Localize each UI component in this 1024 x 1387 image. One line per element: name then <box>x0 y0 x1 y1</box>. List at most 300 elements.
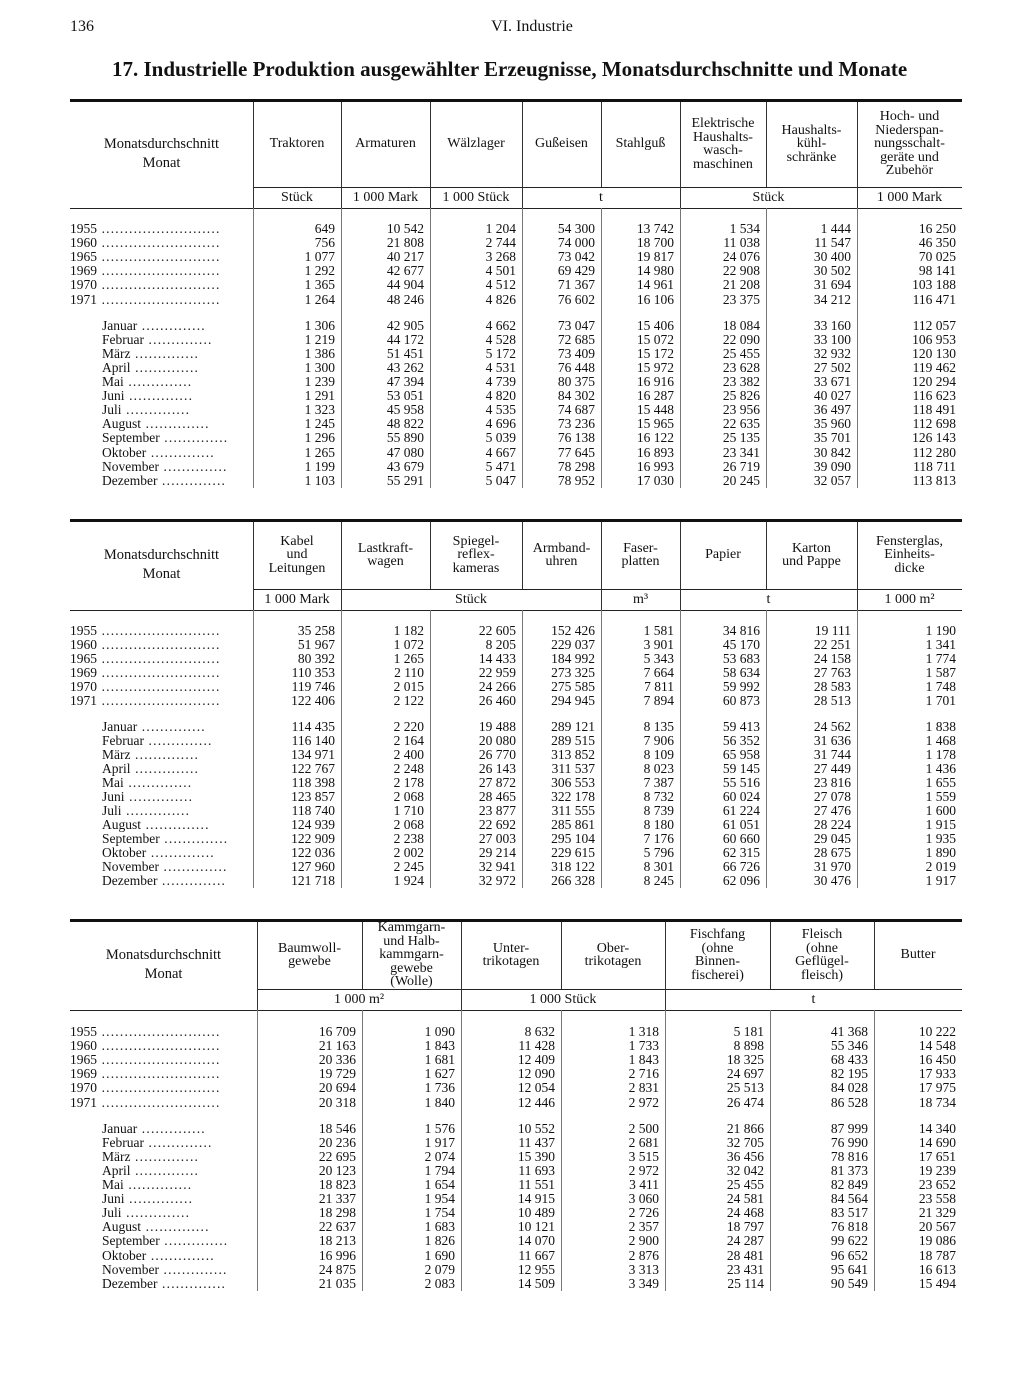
value-cell: 20 236 <box>318 1134 356 1150</box>
value-cell: 90 549 <box>830 1275 868 1291</box>
leader-dots: .......................... <box>97 624 221 638</box>
value-cell: 15 072 <box>636 331 674 347</box>
leader-dots: .......................... <box>97 1053 221 1068</box>
value-cell: 76 602 <box>557 291 595 307</box>
value-cell: 95 641 <box>830 1261 868 1277</box>
column-header-text <box>585 942 642 969</box>
table-row <box>70 1039 962 1053</box>
value-cell: 1 917 <box>424 1134 455 1150</box>
value-cell: 1 468 <box>925 733 956 748</box>
column-header-line: und <box>286 547 308 563</box>
column-header-line: und Pappe <box>782 554 841 569</box>
leader-dots: .............. <box>137 318 206 333</box>
value-cell: 2 876 <box>628 1247 659 1263</box>
column-header-line: Fleisch <box>801 927 843 942</box>
table-row <box>70 361 962 375</box>
value-cell: 306 553 <box>551 775 595 790</box>
value-cell: 18 546 <box>318 1120 356 1136</box>
body-divider <box>522 610 523 888</box>
row-label <box>102 347 245 361</box>
value-cell: 25 455 <box>722 345 760 361</box>
value-cell: 2 068 <box>393 817 424 832</box>
value-cell: 122 406 <box>291 693 335 708</box>
value-cell: 84 564 <box>830 1191 868 1207</box>
value-cell: 1 838 <box>925 719 956 734</box>
column-header-line: Niederspan- <box>875 122 944 138</box>
body-divider <box>766 610 767 888</box>
row-label-text: Juli <box>102 403 122 418</box>
row-label-text: 1971 <box>70 1095 97 1110</box>
value-cell: 1 199 <box>304 458 335 474</box>
column-divider <box>461 922 462 989</box>
value-cell: 45 958 <box>386 402 424 418</box>
row-label <box>102 860 245 874</box>
value-cell: 30 400 <box>813 249 851 265</box>
row-label <box>102 1178 249 1192</box>
row-label <box>70 1039 249 1053</box>
value-cell: 8 898 <box>733 1038 764 1054</box>
value-cell: 106 953 <box>912 331 956 347</box>
body-divider <box>766 208 767 488</box>
value-cell: 78 952 <box>557 472 595 488</box>
row-label <box>102 1263 249 1277</box>
value-cell: 23 341 <box>722 444 760 460</box>
leader-dots: .............. <box>158 860 228 874</box>
column-header <box>364 920 459 990</box>
row-label-text: 1969 <box>70 264 97 279</box>
value-cell: 15 972 <box>636 359 674 375</box>
body-divider <box>461 1010 462 1291</box>
column-divider <box>257 922 258 989</box>
value-cell: 32 941 <box>478 859 516 874</box>
leader-dots: .............. <box>159 832 229 846</box>
row-label-text: Juli <box>102 804 122 818</box>
row-label-text: 1965 <box>70 652 97 666</box>
value-cell: 275 585 <box>551 679 595 694</box>
value-cell: 285 861 <box>551 817 595 832</box>
value-cell: 14 070 <box>517 1233 555 1249</box>
value-cell: 34 212 <box>813 291 851 307</box>
value-cell: 8 205 <box>485 637 516 652</box>
table-row <box>70 1096 962 1110</box>
value-cell: 118 711 <box>913 458 956 474</box>
value-cell: 5 343 <box>643 651 674 666</box>
row-label-text: Dezember <box>102 874 158 888</box>
column-header <box>859 523 960 587</box>
column-header-line: Faser- <box>623 540 658 556</box>
row-label-text: Oktober <box>102 1248 147 1263</box>
row-label-text: August <box>102 818 142 832</box>
value-cell: 48 246 <box>386 291 424 307</box>
stub-head-line2: Monat <box>142 566 181 582</box>
column-header-line: fischerei) <box>691 967 744 983</box>
value-cell: 1 890 <box>925 845 956 860</box>
value-cell: 76 818 <box>830 1219 868 1235</box>
leader-dots: .............. <box>124 389 194 404</box>
value-cell: 1 341 <box>925 637 956 652</box>
value-cell: 119 462 <box>912 359 956 375</box>
value-cell: 31 694 <box>813 277 851 293</box>
header-rule <box>253 187 962 188</box>
value-cell: 10 542 <box>386 221 424 236</box>
column-header-line: (ohne <box>806 940 838 956</box>
value-cell: 1 300 <box>304 359 335 375</box>
value-cell: 120 294 <box>912 374 956 389</box>
value-cell: 7 894 <box>643 693 674 708</box>
value-cell: 11 437 <box>518 1134 555 1150</box>
value-cell: 1 935 <box>925 831 956 846</box>
column-header-text <box>358 542 413 569</box>
value-cell: 34 816 <box>722 623 760 638</box>
row-label <box>102 474 245 488</box>
value-cell: 1 103 <box>304 472 335 488</box>
column-divider <box>430 522 431 589</box>
row-label-text: 1970 <box>70 278 97 293</box>
stub-head-line2: Monat <box>144 966 183 982</box>
column-header-line: Lastkraft- <box>357 540 414 556</box>
column-header-line: platten <box>621 554 660 569</box>
value-cell: 61 224 <box>722 803 760 818</box>
table-row <box>70 1249 962 1263</box>
table-row <box>70 250 962 264</box>
value-cell: 22 605 <box>478 623 516 638</box>
table-row <box>70 720 962 734</box>
row-label <box>102 1249 249 1263</box>
leader-dots: .............. <box>158 1262 228 1277</box>
table-row <box>70 1150 962 1164</box>
value-cell: 1 204 <box>485 221 516 236</box>
unit-rule <box>70 208 962 209</box>
value-cell: 24 287 <box>726 1233 764 1249</box>
value-cell: 124 939 <box>291 817 335 832</box>
column-divider <box>561 922 562 989</box>
value-cell: 18 213 <box>318 1233 356 1249</box>
table-row <box>70 222 962 236</box>
leader-dots: .............. <box>157 874 227 888</box>
value-cell: 1 239 <box>304 374 335 389</box>
row-label <box>102 431 245 445</box>
value-cell: 44 172 <box>386 331 424 347</box>
value-cell: 3 411 <box>629 1177 659 1192</box>
leader-dots: .............. <box>159 1234 229 1249</box>
leader-dots: .............. <box>123 375 193 389</box>
stub-head-line1: Monatsdurchschnitt <box>105 947 222 963</box>
table-row <box>70 762 962 776</box>
value-cell: 14 340 <box>918 1120 956 1136</box>
column-header-text <box>535 137 588 151</box>
leader-dots: .............. <box>130 1163 200 1178</box>
value-cell: 45 170 <box>722 637 760 652</box>
row-label <box>102 776 245 790</box>
value-cell: 313 852 <box>551 747 595 762</box>
value-cell: 16 996 <box>318 1247 356 1263</box>
leader-dots: .......................... <box>97 1081 221 1096</box>
value-cell: 8 023 <box>643 761 674 776</box>
column-header-text <box>782 124 842 165</box>
unit-label: Stück <box>455 592 487 607</box>
column-header-line: Ober- <box>596 940 630 956</box>
value-cell: 2 220 <box>393 719 424 734</box>
column-divider <box>601 102 602 187</box>
unit-label: Stück <box>281 190 313 205</box>
value-cell: 11 547 <box>814 235 851 251</box>
value-cell: 5 471 <box>485 458 516 474</box>
value-cell: 12 409 <box>517 1052 555 1068</box>
value-cell: 266 328 <box>551 873 595 888</box>
column-header <box>463 923 559 987</box>
column-header-text <box>795 928 849 982</box>
value-cell: 21 866 <box>726 1120 764 1136</box>
row-label <box>102 1206 249 1220</box>
value-cell: 48 822 <box>386 416 424 432</box>
body-divider <box>857 208 858 488</box>
value-cell: 16 613 <box>918 1261 956 1277</box>
value-cell: 2 079 <box>424 1261 455 1277</box>
row-label-text: März <box>102 1149 131 1164</box>
leader-dots: .............. <box>143 1135 213 1150</box>
value-cell: 32 705 <box>726 1134 764 1150</box>
column-header-line: wasch- <box>703 143 743 158</box>
value-cell: 2 248 <box>393 761 424 776</box>
value-cell: 87 999 <box>830 1120 868 1136</box>
column-header-line: uhren <box>545 554 578 569</box>
stub-head <box>70 946 257 984</box>
column-header-line: (Wolle) <box>390 974 433 990</box>
column-header-line: nungsschalt- <box>874 136 945 152</box>
value-cell: 123 857 <box>291 789 335 804</box>
value-cell: 10 222 <box>918 1024 956 1039</box>
value-cell: 1 774 <box>925 651 956 666</box>
unit-label: 1 000 Stück <box>442 190 510 205</box>
value-cell: 17 030 <box>636 472 674 488</box>
value-cell: 5 039 <box>485 430 516 446</box>
table-row <box>70 818 962 832</box>
value-cell: 12 090 <box>517 1066 555 1082</box>
value-cell: 62 315 <box>722 845 760 860</box>
table-row <box>70 347 962 361</box>
value-cell: 20 080 <box>478 733 516 748</box>
row-label <box>102 846 245 860</box>
body-divider <box>770 1010 771 1291</box>
value-cell: 11 038 <box>723 235 760 251</box>
leader-dots: .............. <box>130 346 200 361</box>
value-cell: 112 280 <box>912 444 956 460</box>
body-divider <box>341 208 342 488</box>
leader-dots: .......................... <box>97 250 221 265</box>
value-cell: 86 528 <box>830 1094 868 1110</box>
value-cell: 78 298 <box>557 458 595 474</box>
column-header-text <box>901 948 936 962</box>
value-cell: 103 188 <box>912 277 956 293</box>
value-cell: 16 993 <box>636 458 674 474</box>
value-cell: 61 051 <box>722 817 760 832</box>
value-cell: 2 110 <box>394 665 424 680</box>
stub-head-line2: Monat <box>142 155 181 171</box>
row-label <box>102 1136 249 1150</box>
value-cell: 24 562 <box>813 719 851 734</box>
value-cell: 1 318 <box>628 1024 659 1039</box>
leader-dots: .............. <box>157 473 227 488</box>
value-cell: 74 687 <box>557 402 595 418</box>
value-cell: 1 219 <box>304 331 335 347</box>
leader-dots: .............. <box>157 1276 227 1291</box>
unit-label: 1 000 Mark <box>264 592 330 607</box>
unit-label: 1 000 m² <box>884 592 935 607</box>
table-row <box>70 790 962 804</box>
value-cell: 134 971 <box>291 747 335 762</box>
column-header-text <box>874 110 945 178</box>
value-cell: 1 576 <box>424 1120 455 1136</box>
value-cell: 20 245 <box>722 472 760 488</box>
row-label <box>102 804 245 818</box>
leader-dots: .......................... <box>97 694 221 708</box>
value-cell: 68 433 <box>830 1052 868 1068</box>
value-cell: 118 491 <box>912 402 956 418</box>
value-cell: 15 965 <box>636 416 674 432</box>
value-cell: 1 559 <box>925 789 956 804</box>
value-cell: 23 816 <box>813 775 851 790</box>
value-cell: 55 516 <box>722 775 760 790</box>
value-cell: 28 224 <box>813 817 851 832</box>
value-cell: 2 238 <box>393 831 424 846</box>
value-cell: 43 262 <box>386 359 424 375</box>
column-header-text <box>447 137 505 151</box>
value-cell: 32 972 <box>478 873 516 888</box>
value-cell: 76 448 <box>557 359 595 375</box>
value-cell: 4 820 <box>485 388 516 404</box>
value-cell: 27 078 <box>813 789 851 804</box>
value-cell: 1 178 <box>925 747 956 762</box>
unit-label: 1 000 m² <box>333 992 385 1007</box>
value-cell: 21 808 <box>386 235 424 251</box>
value-cell: 121 718 <box>291 873 335 888</box>
value-cell: 1 924 <box>393 873 424 888</box>
value-cell: 22 908 <box>722 263 760 279</box>
value-cell: 17 933 <box>918 1066 956 1082</box>
unit-label: t <box>811 992 816 1007</box>
value-cell: 12 446 <box>517 1094 555 1110</box>
leader-dots: .......................... <box>97 292 221 307</box>
value-cell: 82 195 <box>830 1066 868 1082</box>
value-cell: 14 433 <box>478 651 516 666</box>
row-label <box>70 1081 249 1095</box>
leader-dots: .............. <box>143 734 213 748</box>
row-label-text: 1971 <box>70 694 97 708</box>
row-label <box>70 250 245 264</box>
leader-dots: .............. <box>124 1192 194 1207</box>
value-cell: 1 655 <box>925 775 956 790</box>
column-header-line: wagen <box>367 554 404 569</box>
value-cell: 23 382 <box>722 374 760 389</box>
value-cell: 1 690 <box>424 1247 455 1263</box>
table-row <box>70 680 962 694</box>
column-header <box>772 923 872 987</box>
row-label-text: 1960 <box>70 638 97 652</box>
row-label-text: Juni <box>102 790 125 804</box>
value-cell: 35 701 <box>813 430 851 446</box>
column-header-line: (ohne <box>701 940 734 956</box>
value-cell: 120 130 <box>912 345 956 361</box>
value-cell: 28 481 <box>726 1247 764 1263</box>
value-cell: 76 990 <box>830 1134 868 1150</box>
value-cell: 114 435 <box>291 719 335 734</box>
column-divider <box>430 102 431 187</box>
row-label <box>102 417 245 431</box>
column-divider <box>874 922 875 989</box>
value-cell: 4 512 <box>485 277 516 293</box>
value-cell: 24 875 <box>318 1261 356 1277</box>
column-header <box>563 923 663 987</box>
value-cell: 18 823 <box>318 1177 356 1192</box>
value-cell: 126 143 <box>912 430 956 446</box>
column-header-line: Armaturen <box>355 136 416 152</box>
value-cell: 25 513 <box>726 1080 764 1096</box>
column-header-line: dicke <box>894 560 925 576</box>
value-cell: 1 681 <box>424 1052 455 1068</box>
row-label-text: Mai <box>102 776 124 790</box>
value-cell: 42 677 <box>386 263 424 279</box>
column-header-text <box>269 535 326 576</box>
column-divider <box>766 102 767 187</box>
leader-dots: .............. <box>121 403 191 418</box>
body-divider <box>522 208 523 488</box>
value-cell: 22 692 <box>478 817 516 832</box>
value-cell: 36 497 <box>813 402 851 418</box>
table-row <box>70 666 962 680</box>
table-row <box>70 1263 962 1277</box>
column-header-line: Wälzlager <box>447 136 505 152</box>
value-cell: 54 300 <box>557 221 595 236</box>
value-cell: 112 698 <box>912 416 956 432</box>
value-cell: 18 700 <box>636 235 674 251</box>
value-cell: 27 476 <box>813 803 851 818</box>
value-cell: 110 353 <box>291 665 335 680</box>
value-cell: 31 744 <box>813 747 851 762</box>
unit-rule <box>70 610 962 611</box>
value-cell: 24 581 <box>726 1191 764 1207</box>
row-label-text: Dezember <box>102 1276 158 1291</box>
value-cell: 70 025 <box>918 249 956 265</box>
value-cell: 99 622 <box>830 1233 868 1249</box>
row-label <box>102 1277 249 1291</box>
row-label <box>70 624 245 638</box>
column-divider <box>857 522 858 589</box>
table-row <box>70 638 962 652</box>
value-cell: 118 398 <box>291 775 335 790</box>
column-header-line: Gußeisen <box>535 136 588 152</box>
value-cell: 73 409 <box>557 345 595 361</box>
row-label-text: September <box>102 1234 160 1249</box>
value-cell: 2 726 <box>628 1205 659 1221</box>
value-cell: 1 843 <box>628 1052 659 1068</box>
value-cell: 65 958 <box>722 747 760 762</box>
column-divider <box>766 522 767 589</box>
column-header-line: Zubehör <box>885 163 934 179</box>
value-cell: 229 615 <box>551 845 595 860</box>
running-head: VI. Industrie <box>491 18 573 35</box>
row-label <box>70 278 245 292</box>
value-cell: 116 623 <box>912 388 956 404</box>
value-cell: 122 767 <box>291 761 335 776</box>
value-cell: 4 667 <box>485 444 516 460</box>
column-header-line: maschinen <box>693 156 753 172</box>
column-header-text <box>483 942 540 969</box>
value-cell: 25 135 <box>722 430 760 446</box>
table-row <box>70 474 962 488</box>
value-cell: 112 057 <box>912 317 956 333</box>
row-label-text: Februar <box>102 1135 144 1150</box>
value-cell: 116 140 <box>291 733 335 748</box>
